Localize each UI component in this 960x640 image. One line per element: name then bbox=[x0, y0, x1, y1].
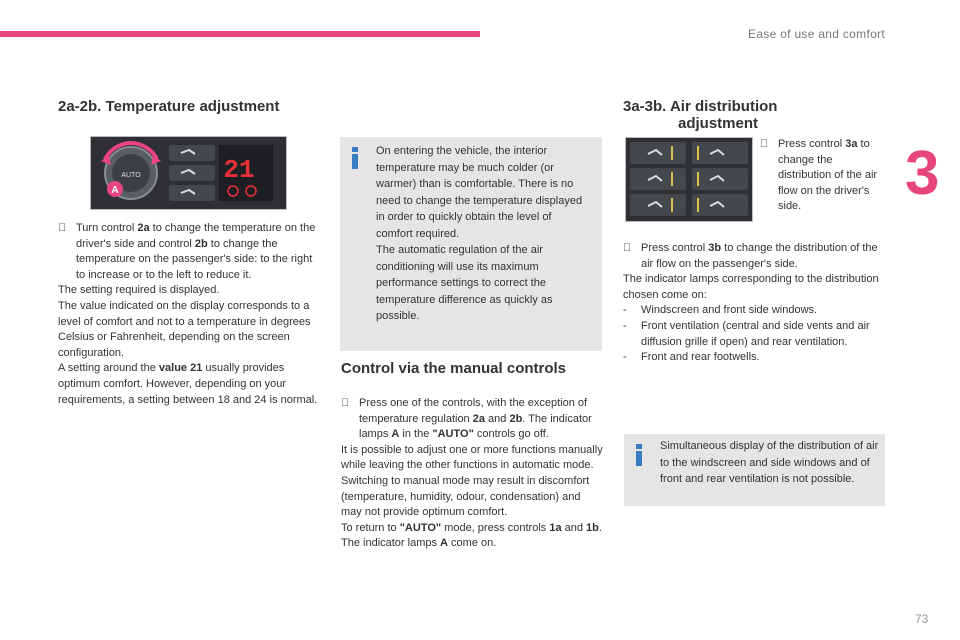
info-icon bbox=[350, 147, 360, 169]
temperature-panel-graphic bbox=[91, 137, 286, 209]
list-item: - Windscreen and front side windows. bbox=[623, 304, 818, 317]
air-intro: The indicator lamps corresponding to the distribution chosen come on: bbox=[623, 273, 879, 301]
windscreen-right-button-icon bbox=[692, 142, 748, 164]
windscreen-left-button-icon bbox=[630, 142, 686, 164]
bullet-mark bbox=[760, 137, 778, 215]
temperature-bullet: Turn control 2a to change the temperature on the driver's side and control 2b to change the temperature on the passenger's side: to the right to increase or to the left to reduce it. bbox=[58, 221, 320, 283]
list-item: - Front and rear footwells. bbox=[623, 351, 760, 364]
manual-controls-heading: Control via the manual controls bbox=[341, 360, 567, 377]
bullet-mark bbox=[58, 221, 76, 283]
temperature-heading: 2a-2b. Temperature adjustment bbox=[58, 98, 280, 115]
panel-auto-label: AUTO bbox=[121, 172, 141, 179]
temperature-control-panel-illustration bbox=[90, 136, 287, 210]
vent-left-button-icon bbox=[630, 168, 686, 190]
panel-display-value: 21 bbox=[223, 155, 255, 185]
footwell-right-button-icon bbox=[692, 194, 748, 216]
temperature-body bbox=[58, 221, 320, 408]
manual-controls-body bbox=[341, 396, 603, 552]
info-box-air-distribution bbox=[624, 434, 885, 506]
temperature-line2: The value indicated on the display corresponds to a level of comfort and not to a temperature in degrees Celsius or Fahrenheit, depending on the screen configuration. bbox=[58, 299, 311, 359]
vent-right-button-icon bbox=[692, 168, 748, 190]
info1-paragraph2: The automatic regulation of the air conditioning will use its maximum performance settings to correct the temperature difference as quickly as possible. bbox=[376, 244, 553, 322]
air-bullet: Press control 3b to change the distribution of the air flow on the passenger's side. bbox=[623, 241, 885, 272]
chapter-number: 3 bbox=[905, 139, 940, 208]
temperature-line3: A setting around the value 21 usually provides optimum comfort. However, depending on your requirements, a setting between 18 and 24 is normal. bbox=[58, 362, 318, 406]
bullet-mark bbox=[623, 241, 641, 272]
list-item: - Front ventilation (central and side vents and air diffusion grille if open) and rear ventilation. bbox=[623, 319, 870, 348]
manual-line2: Switching to manual mode may result in discomfort (temperature, humidity, odour, condensation) and may not provide optimum comfort. bbox=[341, 474, 590, 519]
air-side-note: Press control 3a to change the distribution of the air flow on the driver's side. bbox=[760, 137, 880, 215]
manual-bullet: Press one of the controls, with the exception of temperature regulation 2a and 2b. The indicator lamps A in the "AUTO" controls go off. bbox=[341, 396, 603, 443]
footwell-left-button-icon bbox=[630, 194, 686, 216]
svg-text:A: A bbox=[111, 185, 119, 196]
info2-text: Simultaneous display of the distribution of air to the windscreen and side windows and of front and rear ventilation is not possible. bbox=[660, 440, 879, 485]
info1-paragraph1: On entering the vehicle, the interior temperature may be much colder (or warmer) than is comfortable. There is no need to change the temperature displayed in order to quickly obtain the level of comfort required. bbox=[376, 145, 583, 240]
air-distribution-heading: 3a-3b. Air distribution adjustment bbox=[623, 98, 778, 132]
manual-line3: To return to "AUTO" mode, press controls 1a and 1b. The indicator lamps A come on. bbox=[341, 521, 602, 550]
info-box-temperature bbox=[340, 137, 602, 351]
section-title: Ease of use and comfort bbox=[748, 27, 885, 41]
top-accent-bar bbox=[0, 31, 480, 37]
air-distribution-body bbox=[623, 241, 885, 366]
air-distribution-panel-illustration bbox=[625, 137, 753, 222]
page-number: 73 bbox=[915, 612, 929, 626]
bullet-mark bbox=[341, 396, 359, 443]
info-icon bbox=[634, 444, 644, 466]
air-panel-graphic bbox=[626, 138, 752, 221]
manual-line1: It is possible to adjust one or more functions manually while leaving the other functions in automatic mode. bbox=[341, 443, 603, 472]
temperature-line1: The setting required is displayed. bbox=[58, 284, 220, 297]
